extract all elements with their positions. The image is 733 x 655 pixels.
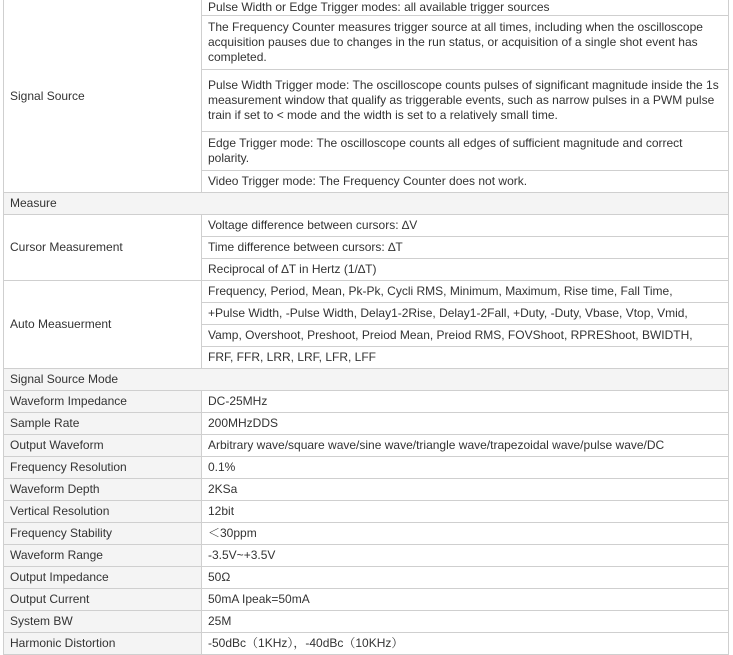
spec-row [4, 567, 729, 589]
auto-row: Frequency, Period, Mean, Pk-Pk, Cycli RMS, Minimum, Maximum, Rise time, Fall Time, [202, 281, 729, 303]
spec-label: Vertical Resolution [4, 501, 202, 523]
cursor-measurement-label: Cursor Measurement [4, 215, 202, 281]
spec-value: 2KSa [202, 479, 729, 501]
cursor-row: Reciprocal of ∆T in Hertz (1/∆T) [202, 259, 729, 281]
spec-value: DC-25MHz [202, 391, 729, 413]
spec-value: 50mA Ipeak=50mA [202, 589, 729, 611]
spec-row [4, 523, 729, 545]
auto-row: +Pulse Width, -Pulse Width, Delay1-2Rise, Delay1-2Fall, +Duty, -Duty, Vbase, Vtop, Vmid, [202, 303, 729, 325]
spec-label: Waveform Impedance [4, 391, 202, 413]
spec-label: System BW [4, 611, 202, 633]
signal-source-row: Pulse Width Trigger mode: The oscilloscope counts pulses of significant magnitude inside the 1s measurement window that qualify as triggerable events, such as narrow pulses in a PWM pulse train if set to < mode and the width is set to a relatively small time. [202, 70, 729, 132]
spec-row [4, 435, 729, 457]
spec-row [4, 633, 729, 655]
cursor-row: Time difference between cursors: ∆T [202, 237, 729, 259]
signal-source-row: Pulse Width or Edge Trigger modes: all available trigger sources [202, 0, 729, 16]
spec-label: Waveform Depth [4, 479, 202, 501]
signal-source-row: The Frequency Counter measures trigger source at all times, including when the oscilloscope acquisition pauses due to changes in the run status, or acquisition of a single shot event has completed. [202, 16, 729, 70]
spec-value: 12bit [202, 501, 729, 523]
section-header-row [4, 193, 729, 215]
spec-value: -3.5V~+3.5V [202, 545, 729, 567]
spec-label: Frequency Resolution [4, 457, 202, 479]
spec-label: Waveform Range [4, 545, 202, 567]
spec-value: 0.1% [202, 457, 729, 479]
spec-label: Output Current [4, 589, 202, 611]
spec-row [4, 589, 729, 611]
auto-row: FRF, FFR, LRR, LRF, LFR, LFF [202, 347, 729, 369]
table-row [4, 0, 729, 16]
signal-source-mode-header: Signal Source Mode [4, 369, 729, 391]
spec-label: Sample Rate [4, 413, 202, 435]
spec-label: Output Waveform [4, 435, 202, 457]
section-header-row [4, 369, 729, 391]
spec-row [4, 413, 729, 435]
spec-value: 25M [202, 611, 729, 633]
signal-source-label: Signal Source [4, 0, 202, 193]
spec-row [4, 457, 729, 479]
spec-row [4, 501, 729, 523]
spec-label: Frequency Stability [4, 523, 202, 545]
auto-measurement-label: Auto Measuerment [4, 281, 202, 369]
spec-label: Output Impedance [4, 567, 202, 589]
spec-row [4, 545, 729, 567]
table-row [4, 215, 729, 237]
spec-value: 200MHzDDS [202, 413, 729, 435]
auto-row: Vamp, Overshoot, Preshoot, Preiod Mean, Preiod RMS, FOVShoot, RPREShoot, BWIDTH, [202, 325, 729, 347]
signal-source-row: Edge Trigger mode: The oscilloscope counts all edges of sufficient magnitude and correct polarity. [202, 132, 729, 171]
spec-row [4, 391, 729, 413]
spec-value: -50dBc（1KHz），-40dBc（10KHz） [202, 633, 729, 655]
spec-value: ＜30ppm [202, 523, 729, 545]
spec-value: 50Ω [202, 567, 729, 589]
spec-row [4, 479, 729, 501]
cursor-row: Voltage difference between cursors: ∆V [202, 215, 729, 237]
spec-row [4, 611, 729, 633]
measure-section-header: Measure [4, 193, 729, 215]
table-row [4, 281, 729, 303]
spec-table [3, 0, 729, 655]
signal-source-row: Video Trigger mode: The Frequency Counter does not work. [202, 171, 729, 193]
spec-value: Arbitrary wave/square wave/sine wave/triangle wave/trapezoidal wave/pulse wave/DC [202, 435, 729, 457]
spec-label: Harmonic Distortion [4, 633, 202, 655]
